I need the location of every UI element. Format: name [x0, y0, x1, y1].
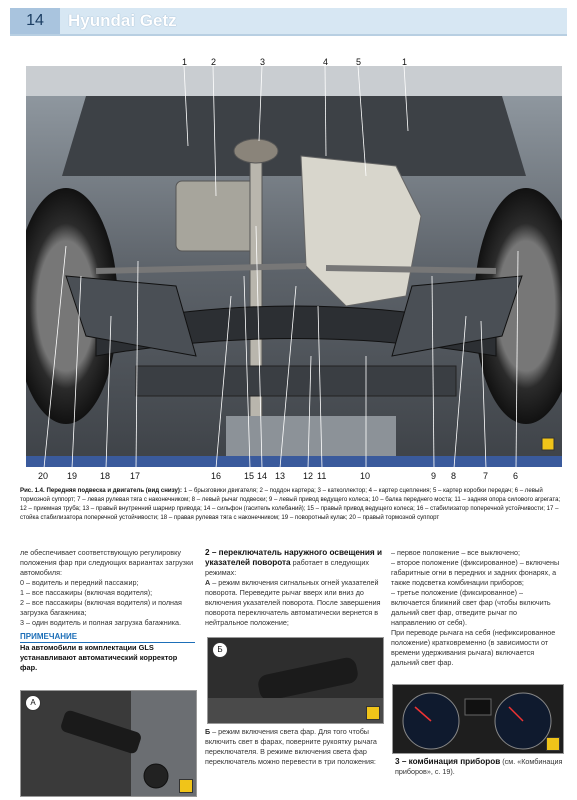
mode-label-a: А — [205, 578, 211, 587]
callout-top-4: 4 — [323, 57, 329, 67]
paragraph: 2 – все пассажиры (включая водителя) и полная загрузка багажника; — [20, 598, 182, 617]
key-icon — [366, 706, 380, 720]
callout-top-1: 1 — [182, 57, 188, 67]
callout-top-6: 1 — [402, 57, 408, 67]
key-icon — [542, 438, 554, 450]
mode-b-text: – режим включения света фар. Для того чтобы включить свет в фарах, поверните рукоятку рычага переключателя. В режиме включения света фар переключатель можно перевести в три положения: — [205, 727, 377, 766]
callout-bottom-7: 7 — [483, 471, 489, 481]
caption-text: 1 – брызговики двигателя; 2 – поддон картера; 3 – катколлектор; 4 – картер сцепления; 5 – картер коробки передач; 6 – левый тормозной суппорт; 7 – левая рулевая тяга с наконечником; 8 – левый рычаг подвески; 9 – левый привод ведущего колеса; 10 – балка переднего моста; 11 – задняя опора силового агрегата; 12 – приемная труба; 13 – правый внутренний шарнир привода; 14 – сильфон (гаситель колебаний); 15 – правый привод ведущего колеса; 16 – стабилизатор поперечной устойчивости; 17 – стойка стабилизатора поперечной устойчивости; 18 – правая рулевая тяга с наконечником; 19 – поворотный кулак; 20 – правый тормозной суппорт — [20, 487, 561, 521]
paragraph: 3 – один водитель и полная загрузка багажника. — [20, 618, 182, 627]
callout-bottom-10: 10 — [360, 471, 371, 481]
paragraph: При переводе рычага на себя (нефиксированное положение) кратковременно (в зависимости от времени удерживания рычага) включается дальний свет фар. — [391, 628, 556, 667]
text-column-3-lower — [395, 757, 563, 777]
callout-bottom-14: 14 — [257, 471, 268, 481]
section-heading-tail: (см. «Комбинация приборов», с. 19). — [395, 757, 563, 776]
undercarriage-illustration — [26, 56, 562, 484]
paragraph: 0 – водитель и передний пассажир; — [20, 578, 139, 587]
callout-bottom-9: 9 — [431, 471, 437, 481]
photo-instrument-cluster — [392, 684, 564, 754]
text-column-1 — [20, 548, 195, 673]
callout-bottom-17: 17 — [130, 471, 141, 481]
note-title: ПРИМЕЧАНИЕ — [20, 632, 195, 643]
text-column-2-lower — [205, 727, 383, 767]
callout-bottom-20: 20 — [38, 471, 49, 481]
paragraph: – первое положение – все выключено; — [391, 548, 520, 557]
callout-top-5: 5 — [356, 57, 362, 67]
photo-light-switch — [207, 637, 384, 724]
callout-bottom-19: 19 — [67, 471, 78, 481]
header-title: Hyundai Getz — [68, 11, 177, 30]
paragraph: – третье положение (фиксированное) – включается ближний свет фар (чтобы включить дальний свет фар, отведите рычаг по направлению от себя). — [391, 588, 551, 627]
text-column-2 — [205, 548, 383, 628]
photo-label: Б — [212, 642, 228, 658]
mode-a-text: – режим включения сигнальных огней указателей поворота. Переведите рычаг вверх или вниз до включения указателей поворота. После завершения поворота переключатель автоматически вернется в нейтральное положение; — [205, 578, 381, 627]
suspension-figure — [26, 56, 562, 484]
callout-bottom-13: 13 — [275, 471, 286, 481]
callout-bottom-11: 11 — [317, 471, 327, 481]
text-column-3 — [391, 548, 561, 668]
callout-bottom-8: 8 — [451, 471, 457, 481]
note-body: На автомобили в комплектации GLS устанавливают автоматический корректор фар. — [20, 643, 178, 672]
caption-title: Рис. 1.4. Передняя подвеска и двигатель (вид снизу): — [20, 487, 182, 494]
key-icon — [179, 779, 193, 793]
paragraph: – второе положение (фиксированное) – включены габаритные огни в передних и задних фонарях, а также подсветка комбинации приборов; — [391, 558, 560, 587]
light-switch-illustration — [208, 638, 383, 723]
callout-bottom-6: 6 — [513, 471, 519, 481]
page-number: 14 — [10, 8, 60, 34]
callout-bottom-16: 16 — [211, 471, 222, 481]
instrument-cluster-illustration — [393, 685, 563, 753]
section-heading-tail: работает в следующих режимах: — [205, 558, 369, 577]
mode-label-b: Б — [205, 727, 211, 736]
callout-bottom-18: 18 — [100, 471, 111, 481]
section-heading: 3 – комбинация приборов — [395, 757, 501, 766]
callout-top-3: 3 — [260, 57, 266, 67]
oil-pan — [176, 181, 261, 251]
page-header — [10, 8, 567, 36]
paragraph: 1 – все пассажиры (включая водителя); — [20, 588, 153, 597]
figure-caption — [20, 486, 565, 522]
photo-label: А — [25, 695, 41, 711]
photo-headlight-corrector — [20, 690, 197, 797]
key-icon — [546, 737, 560, 751]
paragraph: ле обеспечивает соответствующую регулировку положения фар при следующих вариантах загрузки автомобиля: — [20, 548, 194, 577]
front-axle-beam — [136, 366, 456, 396]
section-heading: 2 – переключатель наружного освещения и указателей поворота — [205, 548, 382, 567]
callout-bottom-12: 12 — [303, 471, 314, 481]
callout-top-2: 2 — [211, 57, 217, 67]
corrector-illustration — [21, 691, 196, 796]
callout-bottom-15: 15 — [244, 471, 255, 481]
